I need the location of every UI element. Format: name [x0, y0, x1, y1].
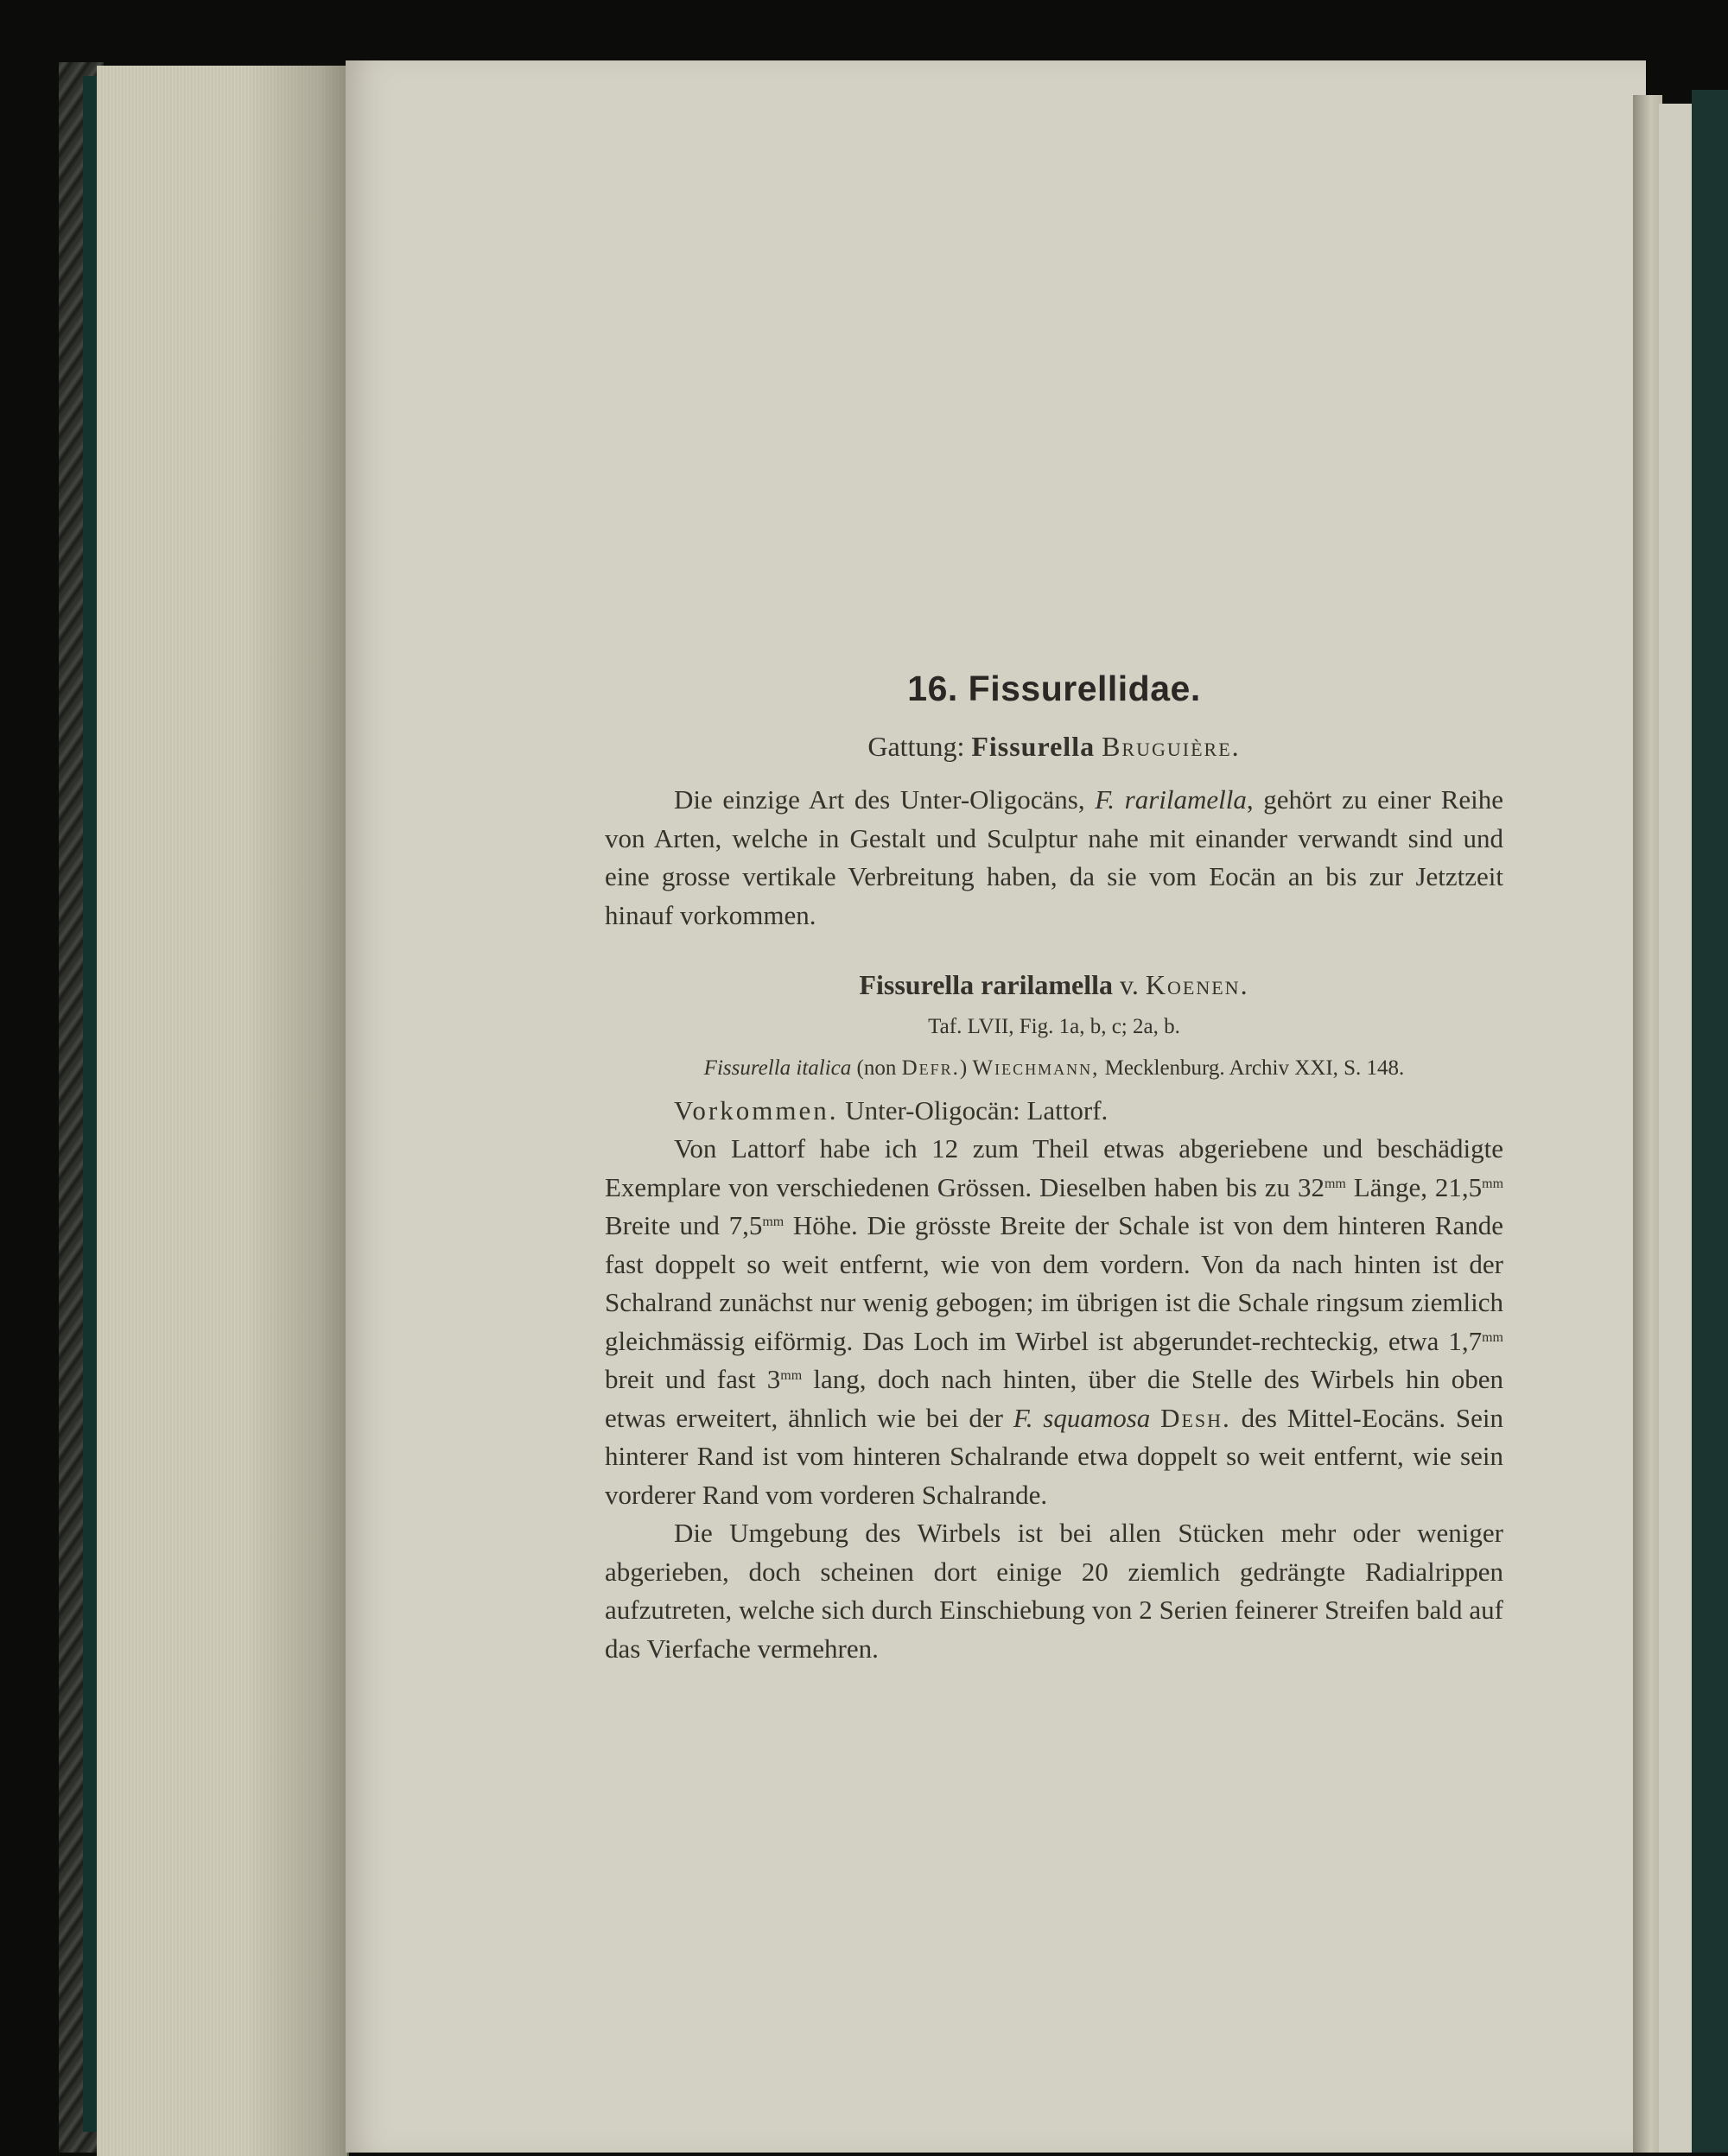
- unit-mm: mm: [780, 1368, 803, 1383]
- para1-text-7: des Mittel-Eocäns. Sein hinterer Rand ist vom hinteren Schalrande etwa doppelt so weit entfernt, wie sein vorderer Rand vom vorderen Schalrande.: [605, 1402, 1504, 1510]
- page-fold-right: [1633, 95, 1662, 2153]
- unit-mm: mm: [1324, 1176, 1346, 1191]
- genus-name: Fissurella: [971, 730, 1096, 762]
- unit-mm: mm: [1482, 1329, 1503, 1345]
- para1-species: F. squamosa: [1013, 1402, 1151, 1433]
- text-column: [605, 669, 1503, 1668]
- book-cover-right: [1692, 90, 1728, 2153]
- synonym-name: Fissurella italica: [703, 1056, 852, 1080]
- description-paragraph-1: [605, 1130, 1503, 1514]
- para1-text-1: Von Lattorf habe ich 12 zum Theil etwas abgeriebene und beschädigte Exemplare von verschiedenen Grössen. Dieselben haben bis zu 32: [605, 1133, 1503, 1202]
- unit-mm: mm: [1482, 1176, 1504, 1191]
- synonym-close: ): [959, 1056, 968, 1080]
- species-heading: [605, 966, 1503, 1005]
- para1-text-5: breit und fast 3: [605, 1364, 781, 1394]
- occurrence-text: Unter-Oligocän: Lattorf.: [845, 1094, 1109, 1126]
- para1-text-2: Länge, 21,5: [1353, 1171, 1483, 1202]
- genus-heading: [605, 727, 1503, 766]
- genus-author: Bruguière.: [1102, 730, 1241, 762]
- intro-text-1: Die einzige Art des Unter-Oligocäns,: [674, 784, 1085, 815]
- para1-species-author: Desh.: [1160, 1402, 1231, 1433]
- intro-text-2: , gehört zu einer Reihe von Arten, welche in Gestalt und Sculptur nahe mit einander verwandt sind und eine grosse vertikale Verbreitung haben, da sie vom Eocän an bis zur Jetztzeit hinauf vorkommen.: [605, 784, 1504, 930]
- species-v: v.: [1120, 969, 1139, 1000]
- synonym-author: Wiechmann,: [972, 1056, 1100, 1080]
- para1-text-3: Breite und 7,5: [605, 1210, 763, 1240]
- intro-species: F. rarilamella: [1095, 784, 1247, 815]
- para1-text-4: Höhe. Die grösste Breite der Schale ist von dem hinteren Rande fast doppelt so weit entfernt, wie von dem vordern. Von da nach hinten ist der Schalrand zunächst nur wenig gebogen; im übrigen ist die Schale ringsum ziemlich gleichmässig eiförmig. Das Loch im Wirbel ist abgerundet-rechteckig, etwa 1,7: [605, 1210, 1503, 1356]
- occurrence-line: [605, 1092, 1503, 1131]
- species-name: Fissurella rarilamella: [859, 969, 1113, 1000]
- occurrence-label: Vorkommen.: [674, 1094, 839, 1126]
- para1-text-6: lang, doch nach hinten, über die Stelle des Wirbels hin oben etwas erweitert, ähnlich wie bei der: [605, 1364, 1504, 1433]
- unit-mm: mm: [762, 1214, 785, 1229]
- synonym-non-author: Defr.: [901, 1056, 960, 1080]
- genus-prefix: Gattung:: [867, 730, 965, 762]
- page-gutter: [245, 66, 349, 2156]
- synonym-rest: Mecklenburg. Archiv XXI, S. 148.: [1104, 1056, 1405, 1080]
- synonym-line: [605, 1049, 1503, 1088]
- synonym-non: (non: [856, 1056, 897, 1080]
- description-paragraph-2: Die Umgebung des Wirbels ist bei allen Stücken mehr oder weniger abgerieben, doch scheinen dort einige 20 ziemlich gedrängte Radialrippen aufzutreten, welche sich durch Einschiebung von 2 Serien feinerer Streifen bald auf das Vierfache vermehren.: [605, 1518, 1503, 1664]
- intro-paragraph: [605, 781, 1503, 935]
- species-author: Koenen.: [1145, 969, 1249, 1000]
- plate-reference: Taf. LVII, Fig. 1a, b, c; 2a, b.: [928, 1014, 1180, 1038]
- family-title: 16. Fissurellidae.: [907, 669, 1201, 708]
